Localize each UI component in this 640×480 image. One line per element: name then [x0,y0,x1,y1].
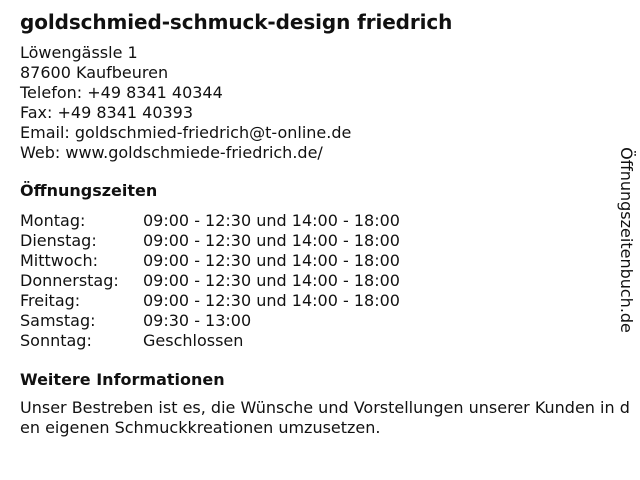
email-line: Email: goldschmied-friedrich@t-online.de [20,123,352,142]
day-label: Samstag: [20,311,96,330]
hours-row-sunday [20,331,616,351]
hours-value: 09:30 - 13:00 [143,311,252,330]
day-label: Mittwoch: [20,251,98,270]
more-info-heading: Weitere Informationen [20,370,225,389]
street-line: Löwengässle 1 [20,43,138,62]
opening-hours-heading: Öffnungszeiten [20,181,158,200]
hours-value: 09:00 - 12:30 und 14:00 - 18:00 [143,271,400,290]
hours-row-thursday [20,271,616,291]
hours-row-tuesday [20,231,616,251]
watermark-text: Öffnungszeitenbuch.de [617,147,636,333]
hours-value: 09:00 - 12:30 und 14:00 - 18:00 [143,211,400,230]
hours-row-wednesday [20,251,616,271]
day-label: Sonntag: [20,331,92,350]
hours-value: 09:00 - 12:30 und 14:00 - 18:00 [143,251,400,270]
hours-row-saturday [20,311,616,331]
day-label: Dienstag: [20,231,97,250]
phone-line: Telefon: +49 8341 40344 [20,83,223,102]
fax-line: Fax: +49 8341 40393 [20,103,194,122]
hours-row-monday [20,211,616,231]
opening-hours-table [20,211,616,351]
business-name: goldschmied-schmuck-design friedrich [20,10,453,34]
day-label: Donnerstag: [20,271,119,290]
contact-block [20,43,616,163]
web-line: Web: www.goldschmiede-friedrich.de/ [20,143,323,162]
day-label: Freitag: [20,291,81,310]
hours-row-friday [20,291,616,311]
hours-value: 09:00 - 12:30 und 14:00 - 18:00 [143,231,400,250]
day-label: Montag: [20,211,86,230]
hours-value: Geschlossen [143,331,244,350]
city-line: 87600 Kaufbeuren [20,63,169,82]
more-info-text: Unser Bestreben ist es, die Wünsche und Vorstellungen unserer Kunden in den eigenen Schmuckkreationen umzusetzen. [20,398,630,437]
hours-value: 09:00 - 12:30 und 14:00 - 18:00 [143,291,400,310]
